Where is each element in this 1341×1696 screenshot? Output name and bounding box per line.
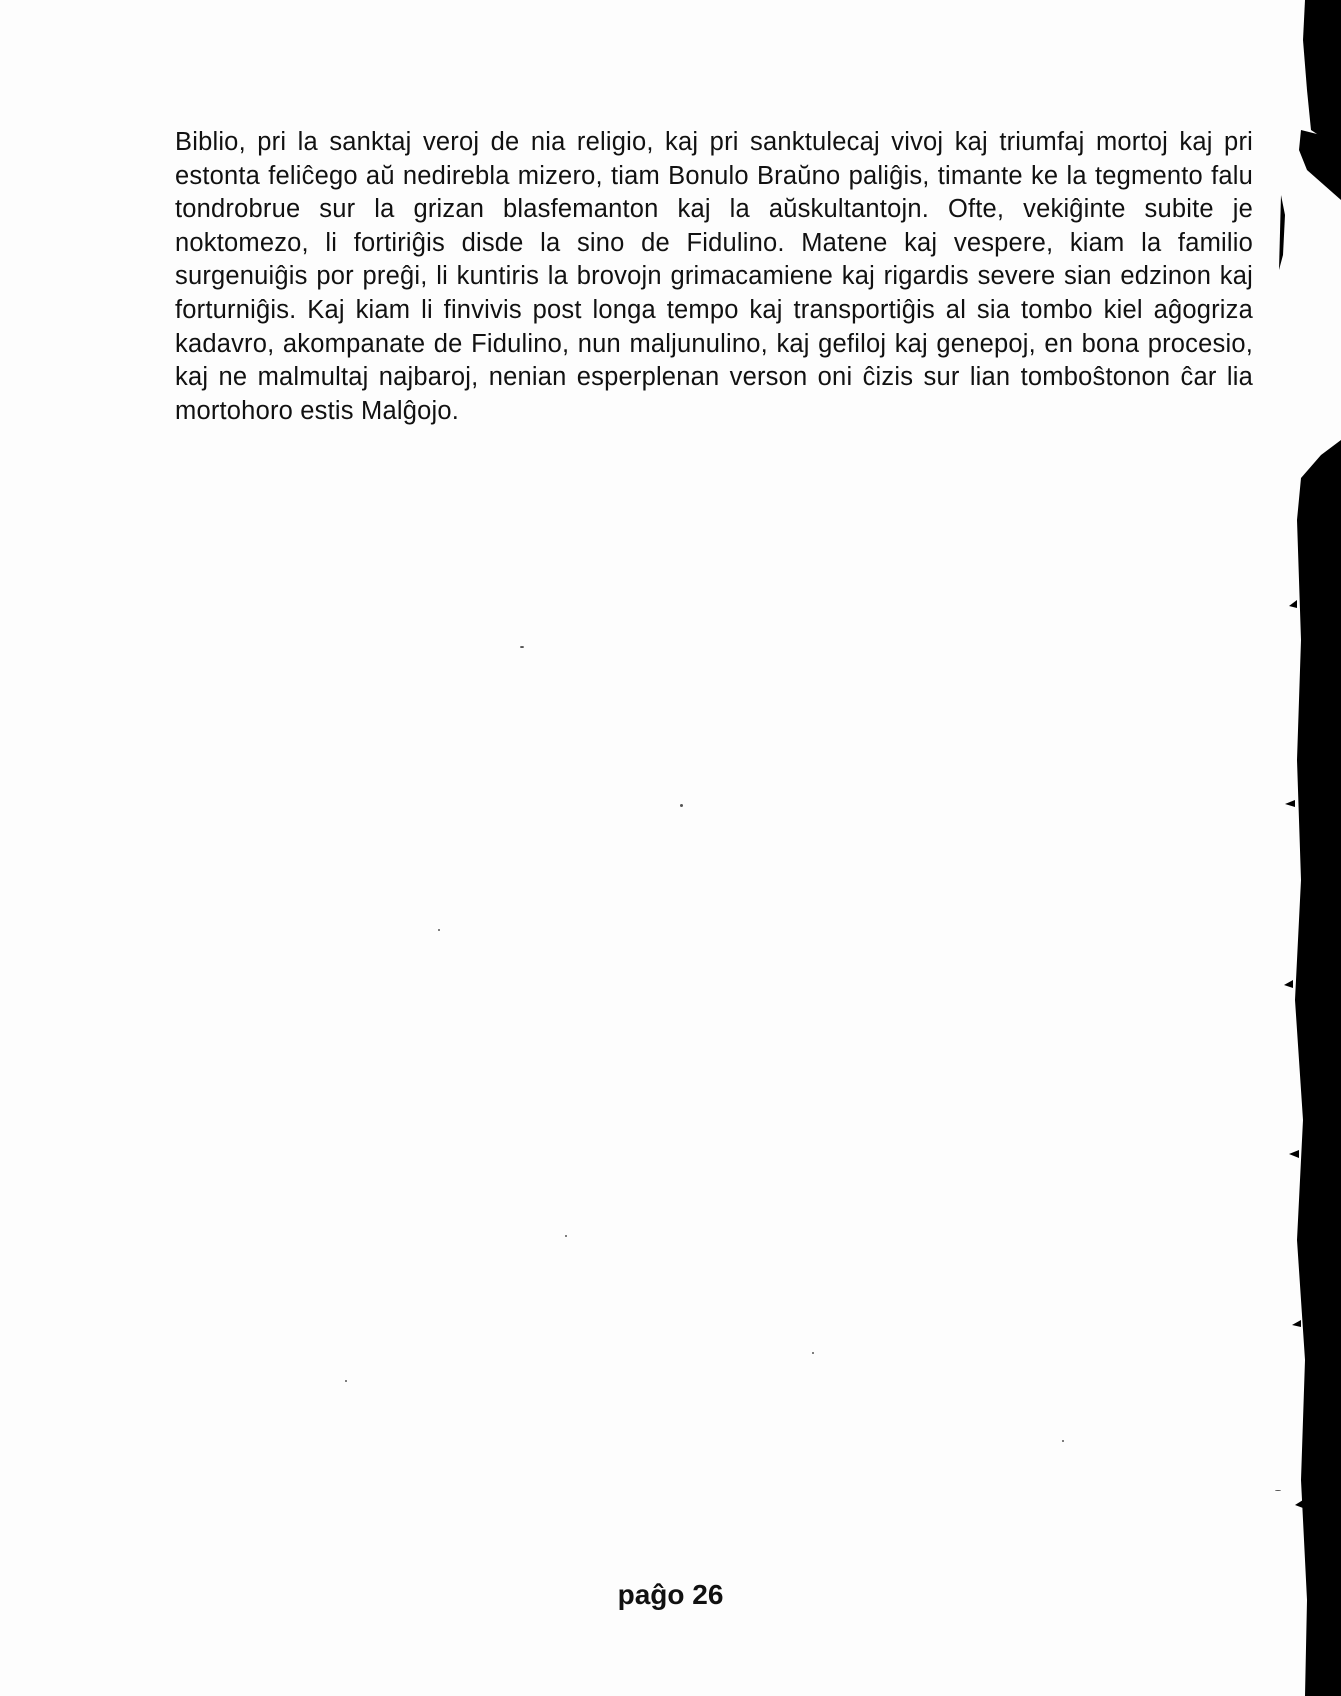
page-number: paĝo 26 (617, 1579, 724, 1610)
dust-speck (438, 929, 440, 931)
dust-speck (565, 1235, 567, 1237)
dust-speck (812, 1352, 814, 1354)
dust-speck (520, 646, 524, 648)
dust-speck (345, 1380, 347, 1382)
dust-speck (1275, 1490, 1281, 1491)
dust-speck (680, 804, 683, 807)
scan-edge-shadow (1271, 0, 1341, 1696)
body-paragraph: Biblio, pri la sanktaj veroj de nia religio, kaj pri sanktulecaj vivoj kaj triumfaj mortoj kaj pri estonta feliĉego aŭ nedirebla mizero, tiam Bonulo Braŭno paliĝis, timante ke la tegmento falu tondrobrue sur la grizan blasfemanton kaj la aŭskultantojn. Ofte, vekiĝinte subite je noktomezo, li fortiriĝis disde la sino de Fidulino. Matene kaj vespere, kiam la familio surgenuiĝis por preĝi, li kuntiris la brovojn grimacamiene kaj rigardis severe sian edzinon kaj forturniĝis. Kaj kiam li finvivis post longa tempo kaj transportiĝis al sia tombo kiel aĝogriza kadavro, akompanate de Fidulino, nun maljunulino, kaj gefiloj kaj genepoj, en bona procesio, kaj ne malmultaj najbaroj, nenian esperplenan verson oni ĉizis sur lian tomboŝtonon ĉar lia mortohoro estis Malĝojo. (175, 128, 1253, 425)
dust-speck (1062, 1440, 1064, 1442)
